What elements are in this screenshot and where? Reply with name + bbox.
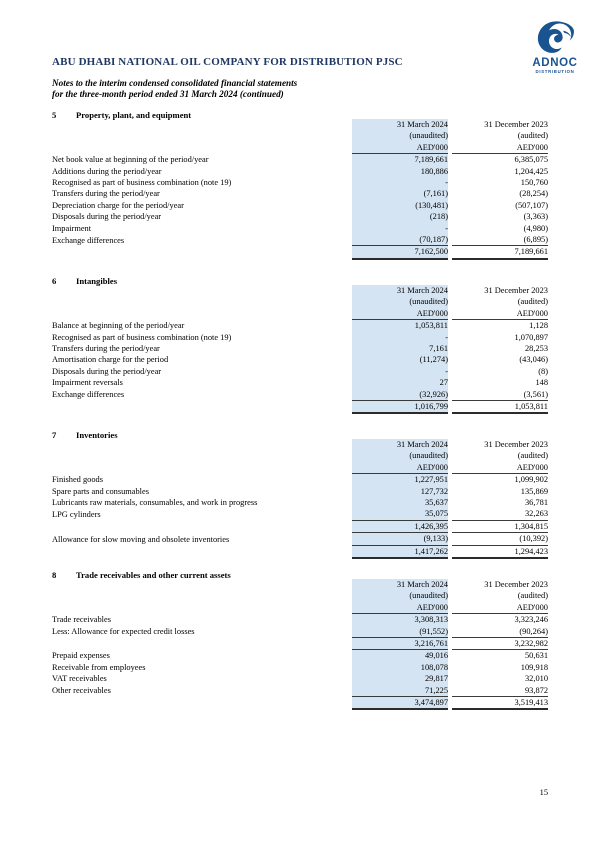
cell-previous-period: 7,189,661 <box>452 246 548 259</box>
column-header-date-previous: 31 December 2023 <box>484 440 548 449</box>
table-row <box>52 486 548 497</box>
cell-current-period: (7,161) <box>352 188 448 199</box>
row-label <box>52 638 352 650</box>
column-header-units-previous: AED'000 <box>452 602 548 614</box>
cell-previous-period: 109,918 <box>520 662 548 672</box>
table-row <box>52 320 548 332</box>
section-number: 6 <box>52 276 57 286</box>
table-row <box>52 377 548 388</box>
section-title: Intangibles <box>76 276 118 286</box>
row-label: Impairment <box>52 223 92 233</box>
table-row <box>52 188 548 199</box>
column-header-units-previous: AED'000 <box>452 308 548 320</box>
table-header-row <box>52 142 548 154</box>
row-label: Recognised as part of business combination (note 19) <box>52 178 232 188</box>
table-header-row <box>52 130 548 141</box>
table-row <box>52 234 548 246</box>
column-header-status-previous: (audited) <box>517 297 548 307</box>
cell-current-period: 3,216,761 <box>352 638 448 650</box>
cell-previous-period: 28,253 <box>524 344 548 354</box>
cell-current-period: (70,187) <box>352 234 448 246</box>
cell-current-period: - <box>352 332 448 343</box>
cell-previous-period: (8) <box>538 366 548 376</box>
row-label: Prepaid expenses <box>52 651 110 661</box>
row-label <box>52 439 352 450</box>
section-number: 7 <box>52 430 57 440</box>
row-label: Transfers during the period/year <box>52 189 160 199</box>
table-row <box>52 474 548 486</box>
cell-current-period: 3,308,313 <box>352 614 448 626</box>
row-label: Receivable from employees <box>52 662 146 672</box>
table-header-row <box>52 296 548 307</box>
cell-previous-period: (507,107) <box>515 200 548 210</box>
page-number: 15 <box>539 788 548 797</box>
column-header-date-current: 31 March 2024 <box>352 579 448 590</box>
logo-sub-wordmark: DISTRIBUTION <box>535 69 575 74</box>
cell-previous-period: (3,561) <box>452 389 548 401</box>
column-header-units-current: AED'000 <box>352 308 448 320</box>
row-label: Balance at beginning of the period/year <box>52 321 185 331</box>
cell-current-period: (11,274) <box>352 354 448 365</box>
column-header-status-previous: (audited) <box>517 451 548 461</box>
cell-current-period: 1,053,811 <box>352 320 448 332</box>
logo-wordmark: ADNOC <box>532 57 578 69</box>
row-label <box>52 602 352 614</box>
row-label <box>52 590 352 601</box>
table-row <box>52 650 548 662</box>
cell-current-period: 7,189,661 <box>352 154 448 166</box>
cell-current-period: 29,817 <box>352 673 448 684</box>
table-header-row <box>52 119 548 130</box>
row-label <box>52 142 352 154</box>
table-row <box>52 166 548 177</box>
cell-previous-period: 3,323,246 <box>514 615 548 625</box>
table-header-row <box>52 579 548 590</box>
cell-previous-period: 93,872 <box>452 685 548 697</box>
column-header-date-current: 31 March 2024 <box>352 285 448 296</box>
column-header-date-previous: 31 December 2023 <box>484 120 548 129</box>
column-header-date-current: 31 March 2024 <box>352 119 448 130</box>
adnoc-logo <box>521 20 589 76</box>
column-header-units-current: AED'000 <box>352 602 448 614</box>
row-label <box>52 296 352 307</box>
cell-current-period: 1,016,799 <box>352 401 448 414</box>
section-title: Inventories <box>76 430 118 440</box>
row-label: Allowance for slow moving and obsolete inventories <box>52 534 230 544</box>
row-label: Trade receivables <box>52 615 111 625</box>
cell-previous-period: 1,053,811 <box>452 401 548 414</box>
cell-previous-period: (4,980) <box>523 223 548 233</box>
company-name: ABU DHABI NATIONAL OIL COMPANY FOR DISTRIBUTION PJSC <box>52 56 403 68</box>
table-row <box>52 154 548 166</box>
table-header-row <box>52 450 548 461</box>
row-label: Other receivables <box>52 686 111 696</box>
cell-current-period: - <box>352 223 448 234</box>
section-number: 8 <box>52 570 57 580</box>
row-label <box>52 119 352 130</box>
cell-current-period: - <box>352 177 448 188</box>
cell-current-period: 1,417,262 <box>352 545 448 558</box>
cell-previous-period: 1,204,425 <box>514 166 548 176</box>
table-row <box>52 520 548 532</box>
section-number: 5 <box>52 110 57 120</box>
row-label: Exchange differences <box>52 390 125 400</box>
row-label <box>52 520 352 532</box>
column-header-units-current: AED'000 <box>352 142 448 154</box>
cell-current-period: (91,552) <box>352 626 448 638</box>
cell-previous-period: 32,010 <box>524 674 548 684</box>
table-row <box>52 343 548 354</box>
cell-previous-period: 1,070,897 <box>514 332 548 342</box>
column-header-date-previous: 31 December 2023 <box>484 286 548 295</box>
note-table-6 <box>52 285 548 414</box>
cell-current-period: 49,016 <box>352 650 448 662</box>
cell-current-period: - <box>352 366 448 377</box>
cell-current-period: (9,133) <box>352 533 448 545</box>
table-row <box>52 200 548 211</box>
cell-current-period: 71,225 <box>352 685 448 697</box>
cell-current-period: (32,926) <box>352 389 448 401</box>
section-title: Trade receivables and other current assets <box>76 570 231 580</box>
cell-current-period: 127,732 <box>352 486 448 497</box>
row-label <box>52 545 352 558</box>
column-header-status-previous: (audited) <box>517 591 548 601</box>
row-label: Net book value at beginning of the period/year <box>52 155 209 165</box>
cell-previous-period: 1,294,423 <box>452 545 548 558</box>
cell-previous-period: (6,895) <box>452 234 548 246</box>
cell-previous-period: 148 <box>535 378 548 388</box>
table-row <box>52 223 548 234</box>
table-row <box>52 533 548 545</box>
column-header-status-current: (unaudited) <box>352 130 448 141</box>
table-header-row <box>52 602 548 614</box>
cell-previous-period: 1,099,902 <box>514 475 548 485</box>
cell-current-period: 7,162,500 <box>352 246 448 259</box>
row-label: Recognised as part of business combination (note 19) <box>52 332 232 342</box>
table-row <box>52 614 548 626</box>
cell-previous-period: 1,304,815 <box>452 520 548 532</box>
table-row <box>52 697 548 710</box>
row-label <box>52 130 352 141</box>
cell-previous-period: 3,232,982 <box>452 638 548 650</box>
cell-current-period: 27 <box>352 377 448 388</box>
table-row <box>52 673 548 684</box>
notes-title-line-1: Notes to the interim condensed consolidated financial statements <box>52 78 298 88</box>
cell-previous-period: 6,385,075 <box>514 155 548 165</box>
row-label: Additions during the period/year <box>52 166 162 176</box>
cell-previous-period: 32,263 <box>452 508 548 520</box>
table-header-row <box>52 308 548 320</box>
note-table-7 <box>52 439 548 559</box>
column-header-status-current: (unaudited) <box>352 296 448 307</box>
row-label <box>52 462 352 474</box>
cell-previous-period: 135,869 <box>520 486 548 496</box>
table-row <box>52 545 548 558</box>
table-row <box>52 662 548 673</box>
table-row <box>52 366 548 377</box>
cell-current-period: 108,078 <box>352 662 448 673</box>
row-label: Exchange differences <box>52 235 125 245</box>
row-label <box>52 308 352 320</box>
note-table-5 <box>52 119 548 260</box>
cell-current-period: 1,227,951 <box>352 474 448 486</box>
row-label <box>52 450 352 461</box>
column-header-units-previous: AED'000 <box>452 462 548 474</box>
cell-previous-period: 36,781 <box>524 498 548 508</box>
cell-current-period: 35,637 <box>352 497 448 508</box>
table-row <box>52 626 548 638</box>
row-label: Less: Allowance for expected credit losses <box>52 627 195 637</box>
column-header-date-previous: 31 December 2023 <box>484 580 548 589</box>
table-row <box>52 389 548 401</box>
cell-previous-period: 1,128 <box>529 321 548 331</box>
row-label <box>52 246 352 259</box>
table-row <box>52 508 548 520</box>
row-label <box>52 697 352 710</box>
cell-previous-period: (10,392) <box>452 533 548 545</box>
row-label: Amortisation charge for the period <box>52 355 169 365</box>
cell-current-period: 35,075 <box>352 508 448 520</box>
row-label: Disposals during the period/year <box>52 212 162 222</box>
table-row <box>52 638 548 650</box>
cell-previous-period: 150,760 <box>520 178 548 188</box>
cell-current-period: (218) <box>352 211 448 222</box>
table-row <box>52 685 548 697</box>
row-label: Impairment reversals <box>52 378 123 388</box>
cell-previous-period: (3,363) <box>523 212 548 222</box>
cell-current-period: 180,886 <box>352 166 448 177</box>
table-header-row <box>52 462 548 474</box>
falcon-icon <box>532 20 578 56</box>
note-table-8 <box>52 579 548 710</box>
table-header-row <box>52 285 548 296</box>
column-header-status-current: (unaudited) <box>352 590 448 601</box>
row-label <box>52 285 352 296</box>
cell-current-period: (130,481) <box>352 200 448 211</box>
row-label <box>52 579 352 590</box>
notes-title-line-2: for the three-month period ended 31 March 2024 (continued) <box>52 89 284 99</box>
cell-previous-period: (28,254) <box>519 189 548 199</box>
column-header-units-current: AED'000 <box>352 462 448 474</box>
row-label: LPG cylinders <box>52 509 101 519</box>
row-label: Finished goods <box>52 475 103 485</box>
row-label: VAT receivables <box>52 674 107 684</box>
row-label <box>52 401 352 414</box>
table-row <box>52 211 548 222</box>
row-label: Disposals during the period/year <box>52 366 162 376</box>
table-row <box>52 332 548 343</box>
cell-previous-period: (43,046) <box>519 355 548 365</box>
table-row <box>52 246 548 259</box>
cell-previous-period: 3,519,413 <box>452 697 548 710</box>
column-header-date-current: 31 March 2024 <box>352 439 448 450</box>
cell-previous-period: (90,264) <box>452 626 548 638</box>
cell-current-period: 3,474,897 <box>352 697 448 710</box>
column-header-units-previous: AED'000 <box>452 142 548 154</box>
row-label: Lubricants raw materials, consumables, and work in progress <box>52 498 258 508</box>
table-header-row <box>52 590 548 601</box>
section-title: Property, plant, and equipment <box>76 110 192 120</box>
cell-current-period: 1,426,395 <box>352 520 448 532</box>
column-header-status-previous: (audited) <box>517 131 548 141</box>
table-row <box>52 497 548 508</box>
cell-previous-period: 50,631 <box>524 651 548 661</box>
row-label: Spare parts and consumables <box>52 486 149 496</box>
row-label: Transfers during the period/year <box>52 344 160 354</box>
table-row <box>52 177 548 188</box>
cell-current-period: 7,161 <box>352 343 448 354</box>
table-row <box>52 401 548 414</box>
table-row <box>52 354 548 365</box>
row-label: Depreciation charge for the period/year <box>52 200 184 210</box>
table-header-row <box>52 439 548 450</box>
column-header-status-current: (unaudited) <box>352 450 448 461</box>
